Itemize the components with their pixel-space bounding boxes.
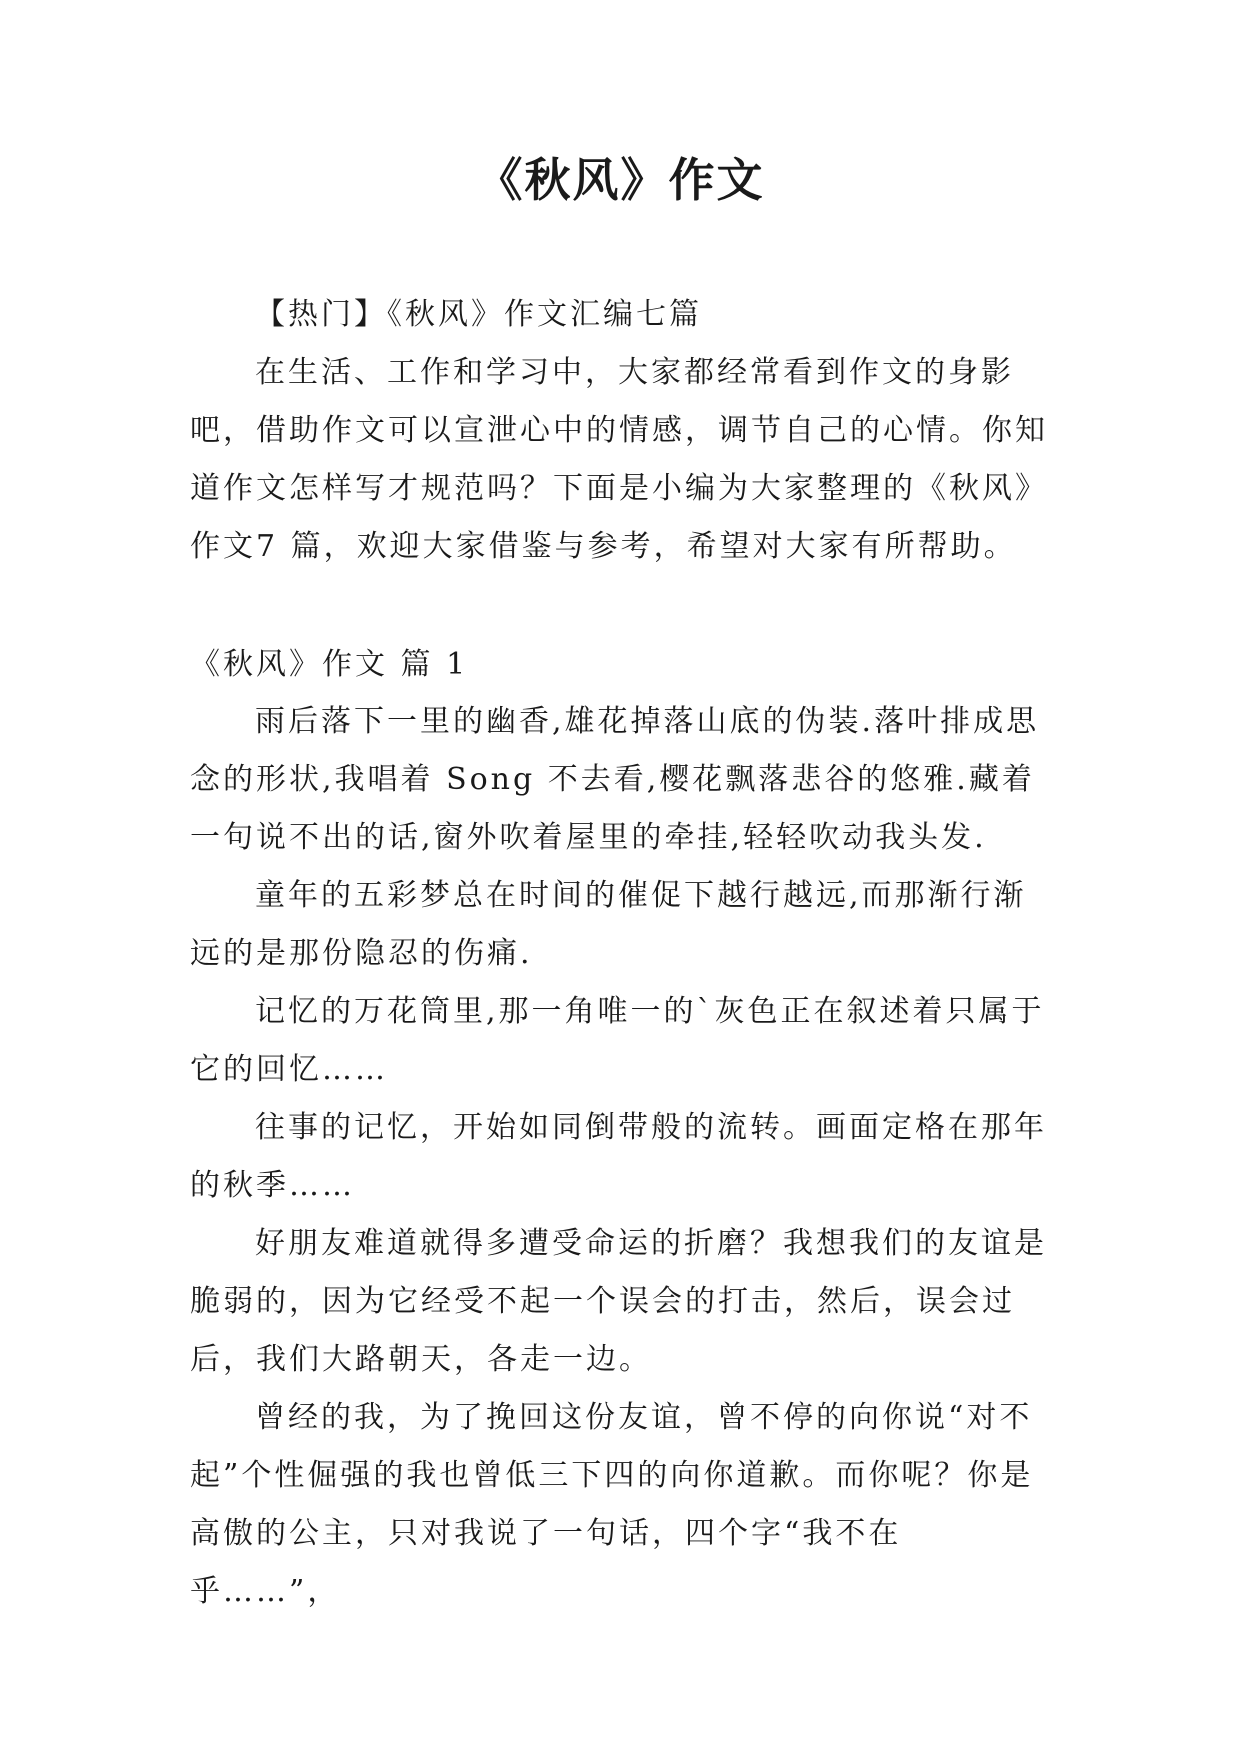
- body-paragraph: 曾经的我，为了挽回这份友谊，曾不停的向你说“对不起”个性倔强的我也曾低三下四的向你道歉。而你呢？你是高傲的公主，只对我说了一句话，四个字“我不在乎……”，: [190, 1400, 1034, 1609]
- document-title: 《秋风》作文: [476, 153, 765, 207]
- body-paragraph: 雨后落下一里的幽香,雄花掉落山底的伪装.落叶排成思念的形状,我唱着 Song 不去看,樱花飘落悲谷的悠雅.藏着一句说不出的话,窗外吹着屋里的牵挂,轻轻吹动我头发.: [190, 704, 1040, 855]
- body-paragraph: 好朋友难道就得多遭受命运的折磨？我想我们的友谊是脆弱的，因为它经受不起一个误会的打击，然后，误会过后，我们大路朝天，各走一边。: [190, 1226, 1047, 1377]
- section-heading-block: [190, 636, 1050, 694]
- document-subtitle: 【热门】《秋风》作文汇编七篇: [255, 297, 702, 332]
- section-heading: 《秋风》作文 篇 1: [190, 647, 469, 682]
- intro-section: [190, 286, 1050, 576]
- intro-paragraph: 在生活、工作和学习中，大家都经常看到作文的身影吧，借助作文可以宣泄心中的情感，调节自己的心情。你知道作文怎样写才规范吗？下面是小编为大家整理的《秋风》作文7 篇，欢迎大家借鉴与参考，希望对大家有所帮助。: [190, 355, 1048, 564]
- essay-body: [190, 693, 1050, 1621]
- body-paragraph: 往事的记忆，开始如同倒带般的流转。画面定格在那年的秋季……: [190, 1110, 1047, 1203]
- body-paragraph: 童年的五彩梦总在时间的催促下越行越远,而那渐行渐远的是那份隐忍的伤痛.: [190, 878, 1027, 971]
- body-paragraph: 记忆的万花筒里,那一角唯一的`灰色正在叙述着只属于它的回忆……: [190, 994, 1045, 1087]
